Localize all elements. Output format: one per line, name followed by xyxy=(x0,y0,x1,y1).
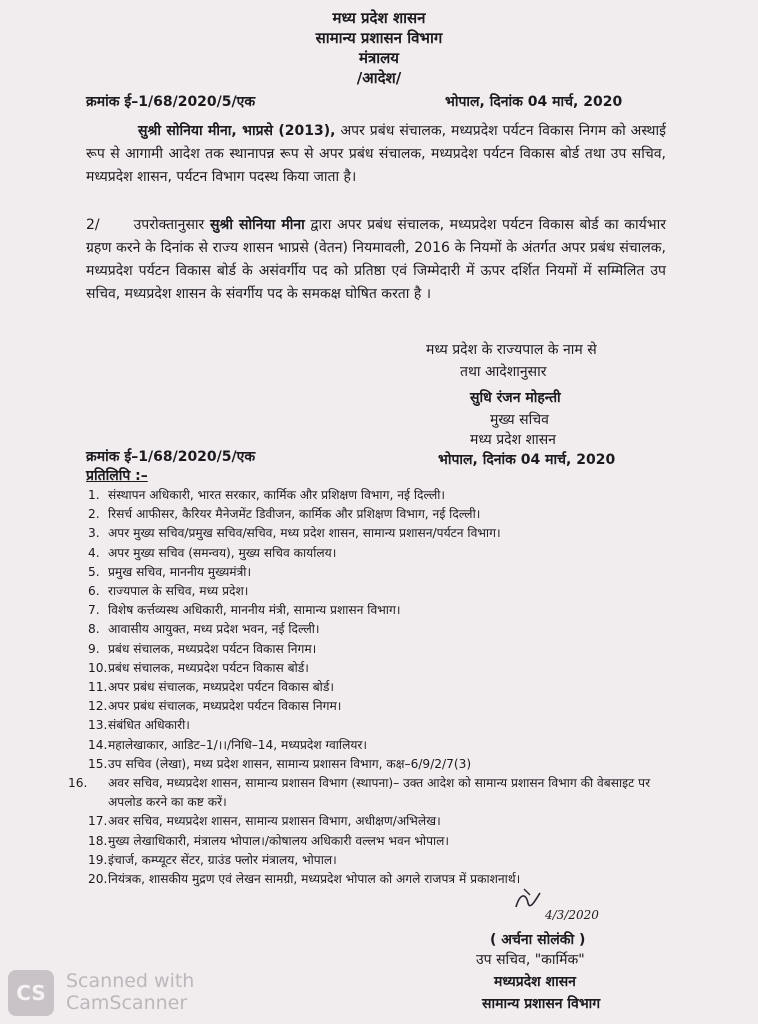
para1-text: अपर प्रबंध संचालक, मध्यप्रदेश पर्यटन विकास निगम को अस्थाई रूप से आगामी आदेश तक स्थानापन्न रूप से अपर प्रबंध संचालक, मध्यप्रदेश पर्यटन विकास बोर्ड तथा उप सचिव, मध्यप्रदेश शासन, पर्यटन विभाग पदस्थ किया जाता है। xyxy=(86,123,666,185)
list-item: 11.अपर प्रबंध संचालक, मध्यप्रदेश पर्यटन विकास बोर्ड। xyxy=(88,680,334,695)
list-item: 19.इंचार्ज, कम्प्यूटर सेंटर, ग्राउंड फ्लोर मंत्रालय, भोपाल। xyxy=(88,852,337,867)
list-item: 10.प्रबंध संचालक, मध्यप्रदेश पर्यटन विकास बोर्ड। xyxy=(88,660,309,675)
list-item: 14.महालेखाकार, आडिट–1/।।/निधि–14, मध्यप्रदेश ग्वालियर। xyxy=(88,737,368,752)
officer-name-2: सुश्री सोनिया मीना xyxy=(209,217,305,233)
list-item: 9. प्रबंध संचालक, मध्यप्रदेश पर्यटन विकास निगम। xyxy=(88,641,317,656)
order-paragraph-2 xyxy=(86,214,666,306)
camscanner-watermark xyxy=(8,968,208,1020)
signature1-line1: मध्य प्रदेश के राज्यपाल के नाम से xyxy=(426,342,597,358)
copy-order-number: क्रमांक ई–1/68/2020/5/एक xyxy=(86,449,256,465)
watermark-line1: Scanned with xyxy=(66,970,195,992)
handwritten-initials xyxy=(510,885,550,915)
list-item: 5. प्रमुख सचिव, माननीय मुख्यमंत्री। xyxy=(88,564,252,579)
signature2-department: सामान्य प्रशासन विभाग xyxy=(482,996,601,1012)
list-item: 1. संस्थापन अधिकारी, भारत सरकार, कार्मिक और प्रशिक्षण विभाग, नई दिल्ली। xyxy=(88,488,445,502)
camscanner-logo-icon: CS xyxy=(8,970,54,1016)
list-item: 6. राज्यपाल के सचिव, मध्य प्रदेश। xyxy=(88,584,249,599)
order-place-date: भोपाल, दिनांक 04 मार्च, 2020 xyxy=(445,94,623,110)
watermark-text xyxy=(66,970,194,1014)
list-item: 7. विशेष कर्त्तव्यस्थ अधिकारी, माननीय मंत्री, सामान्य प्रशासन विभाग। xyxy=(88,603,401,618)
para2-pre: उपरोक्तानुसार xyxy=(133,217,210,233)
list-item: 18.मुख्य लेखाधिकारी, मंत्रालय भोपाल।/कोषालय अधिकारी वल्लभ भवन भोपाल। xyxy=(88,833,450,848)
list-item: 8. आवासीय आयुक्त, मध्य प्रदेश भवन, नई दिल्ली। xyxy=(88,622,320,637)
order-paragraph-1 xyxy=(86,120,666,189)
watermark-line2: CamScanner xyxy=(66,992,188,1014)
officer-name: सुश्री सोनिया मीना, भाप्रसे (2013), xyxy=(138,123,336,139)
copy-place-date: भोपाल, दिनांक 04 मार्च, 2020 xyxy=(438,452,616,468)
list-item: 20.नियंत्रक, शासकीय मुद्रण एवं लेखन सामग्री, मध्यप्रदेश भोपाल को अगले राजपत्र में प्रकाशनार्थ। xyxy=(88,872,521,887)
para2-number: 2/ xyxy=(86,217,100,233)
list-item: 17.अवर सचिव, मध्यप्रदेश शासन, सामान्य प्रशासन विभाग, अधीक्षण/अभिलेख। xyxy=(88,814,441,829)
list-item: 15.उप सचिव (लेखा), मध्य प्रदेश शासन, सामान्य प्रशासन विभाग, कक्ष–6/9/2/7(3) xyxy=(88,756,472,771)
list-item: 3. अपर मुख्य सचिव/प्रमुख सचिव/सचिव, मध्य प्रदेश शासन, सामान्य प्रशासन/पर्यटन विभाग। xyxy=(88,526,501,541)
copy-heading: प्रतिलिपि :– xyxy=(86,468,148,484)
list-item: 12.अपर प्रबंध संचालक, मध्यप्रदेश पर्यटन विकास निगम। xyxy=(88,699,342,714)
para2-text: द्वारा अपर प्रबंध संचालक, मध्यप्रदेश पर्यटन विकास बोर्ड का कार्यभार ग्रहण करने के दिनांक से राज्य शासन भाप्रसे (वेतन) नियमावली, 2016 के नियमों के अंतर्गत अपर प्रबंध संचालक, मध्यप्रदेश पर्यटन विकास बोर्ड के असंवर्गीय पद को प्रतिष्ठा एवं जिम्मेदारी में ऊपर दर्शित नियमों में सम्मिलित उप सचिव, मध्यप्रदेश शासन के संवर्गीय पद के समकक्ष घोषित करता है । xyxy=(86,217,666,302)
list-item: 2. रिसर्च आफीसर, कैरियर मैनेजमेंट डिवीजन, कार्मिक और प्रशिक्षण विभाग, नई दिल्ली। xyxy=(88,507,481,522)
order-number: क्रमांक ई–1/68/2020/5/एक xyxy=(86,94,256,110)
signature1-name: सुधि रंजन मोहन्ती xyxy=(470,390,561,406)
header-order-title: /आदेश/ xyxy=(356,69,402,87)
signature1-designation: मुख्य सचिव xyxy=(490,412,549,428)
header-department: सामान्य प्रशासन विभाग xyxy=(315,29,443,47)
list-item: 4. अपर मुख्य सचिव (समन्वय), मुख्य सचिव कार्यालय। xyxy=(88,545,337,560)
signature1-office: मध्य प्रदेश शासन xyxy=(470,432,556,448)
handwritten-date: 4/3/2020 xyxy=(545,908,599,922)
copy-list xyxy=(68,486,688,889)
signature2-office: मध्यप्रदेश शासन xyxy=(494,974,576,990)
list-item: 16. अवर सचिव, मध्यप्रदेश शासन, सामान्य प्रशासन विभाग (स्थापना)– उक्त आदेश को सामान्य प्रशासन विभाग की वेबसाइट पर अपलोड करने का कष्ट करें। xyxy=(68,776,651,810)
signature2-name: ( अर्चना सोलंकी ) xyxy=(490,932,586,948)
list-item: 13.संबंधित अधिकारी। xyxy=(88,718,190,733)
signature2-designation: उप सचिव, "कार्मिक" xyxy=(476,952,585,968)
signature1-line2: तथा आदेशानुसार xyxy=(460,364,547,380)
header-secretariat: मंत्रालय xyxy=(358,49,399,67)
header-state-govt: मध्य प्रदेश शासन xyxy=(332,9,426,27)
